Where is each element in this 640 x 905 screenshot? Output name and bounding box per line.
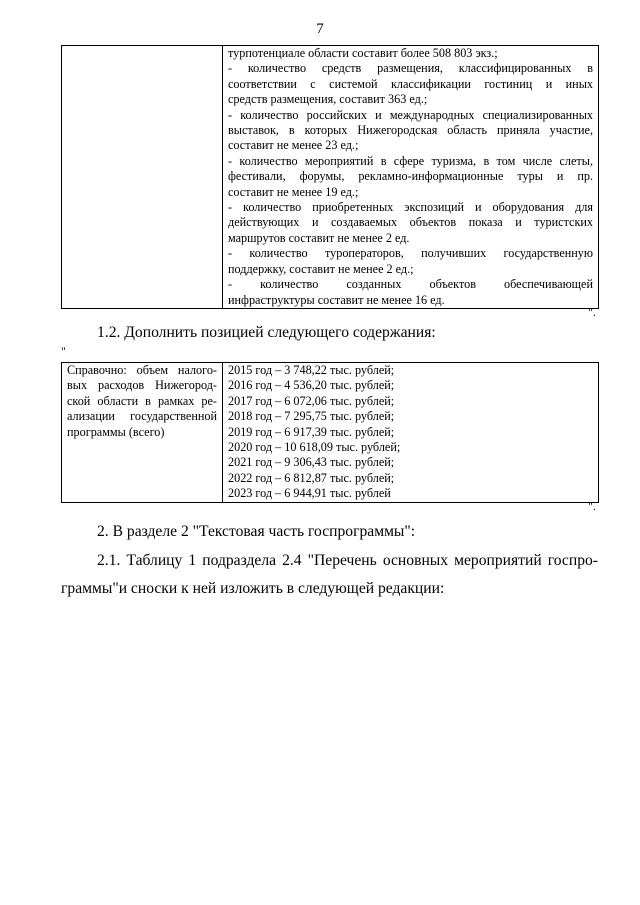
text-line: Справочно: объем налого- (67, 363, 217, 377)
text-line: вых расходов Нижегород- (67, 378, 217, 393)
indicators-table-continuation (61, 45, 599, 309)
year-value-line: 2016 год – 4 536,20 тыс. рублей; (228, 378, 395, 393)
text-line: турпотенциале области составит более 508 803 экз.; (228, 46, 498, 60)
text-line: средств размещения, составит 363 ед.; (228, 92, 428, 107)
text-line: - количество туроператоров, получивших государственную (228, 246, 593, 261)
text-line: действующих и создаваемых объектов показа и туристских (228, 215, 593, 230)
closing-quote-mark: ". (588, 305, 596, 319)
year-value-line: 2020 год – 10 618,09 тыс. рублей; (228, 440, 401, 455)
table-cell-values (223, 46, 599, 309)
year-value-line: 2023 год – 6 944,91 тыс. рублей (228, 486, 391, 501)
year-value-line: 2017 год – 6 072,06 тыс. рублей; (228, 393, 395, 408)
text-line: маршрутов составит не менее 2 ед. (228, 230, 410, 245)
paragraph-1-2: 1.2. Дополнить позицией следующего содержания: (97, 324, 436, 341)
table-cell-label (62, 363, 223, 503)
year-value-line: 2019 год – 6 917,39 тыс. рублей; (228, 424, 395, 439)
year-value-line: 2015 год – 3 748,22 тыс. рублей; (228, 363, 395, 377)
table-cell-label (62, 46, 223, 309)
paragraph-2: 2. В разделе 2 "Текстовая часть госпрограммы": (97, 523, 416, 540)
text-line: - количество созданных объектов обеспечивающей (228, 277, 593, 292)
text-line: составит не менее 23 ед.; (228, 138, 359, 153)
text-line: выставок, в которых Нижегородская область приняла участие, (228, 123, 593, 138)
text-line: ализации государственной (67, 409, 217, 424)
page-number: 7 (316, 21, 324, 37)
table-cell-values (223, 363, 599, 503)
year-value-line: 2022 год – 6 812,87 тыс. рублей; (228, 470, 395, 485)
text-line: программы (всего) (67, 424, 165, 439)
text-line: ской области в рамках ре- (67, 393, 217, 408)
text-line: - количество средств размещения, классифицированных в (228, 61, 593, 76)
year-value-line: 2018 год – 7 295,75 тыс. рублей; (228, 409, 395, 424)
table-row (62, 46, 599, 309)
closing-quote-mark: ". (588, 499, 596, 513)
paragraph-2-1-line-1: 2.1. Таблицу 1 подраздела 2.4 "Перечень основных мероприятий госпро- (97, 552, 598, 569)
table-row (62, 363, 599, 503)
text-line: - количество российских и международных специализированных (228, 107, 593, 122)
opening-quote-mark: " (61, 344, 66, 358)
text-line: - количество приобретенных экспозиций и оборудования для (228, 200, 593, 215)
year-value-line: 2021 год – 9 306,43 тыс. рублей; (228, 455, 395, 470)
text-line: инфраструктуры составит не менее 16 ед. (228, 292, 445, 307)
text-line: - количество мероприятий в сфере туризма, в том числе слеты, (228, 153, 593, 168)
text-line: фестивали, форумы, рекламно-информационные туры и пр. (228, 169, 593, 184)
text-line: соответствии с системой классификации гостиниц и иных (228, 76, 593, 91)
text-line: составит не менее 19 ед.; (228, 184, 359, 199)
tax-expenditure-table (61, 362, 599, 503)
paragraph-2-1-line-2: граммы"и сноски к ней изложить в следующей редакции: (61, 580, 445, 597)
text-line: поддержку, составит не менее 2 ед.; (228, 261, 414, 276)
